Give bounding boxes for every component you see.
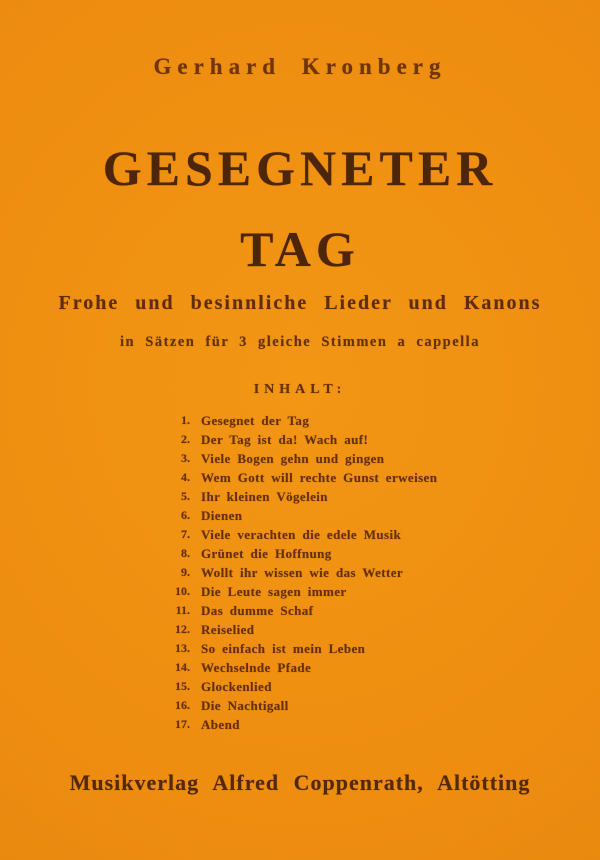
toc-item-number: 11.: [175, 603, 190, 617]
title-line-1: GESEGNETER: [102, 140, 498, 196]
toc-item-number: 16.: [175, 698, 190, 712]
toc-item-number: 12.: [175, 622, 190, 636]
toc-item-number: 5.: [181, 489, 190, 503]
toc-item: [168, 620, 437, 639]
toc-item-title: Abend: [201, 717, 240, 732]
toc-item: [168, 582, 437, 601]
toc-item-title: Die Leute sagen immer: [201, 584, 347, 599]
toc-item-title: Wollt ihr wissen wie das Wetter: [201, 565, 404, 580]
toc-item-title: Glockenlied: [201, 679, 272, 694]
toc-item-title: Viele verachten die edele Musik: [201, 527, 402, 542]
toc-item-title: Ihr kleinen Vögelein: [201, 489, 328, 504]
contents-list: [168, 411, 437, 734]
toc-item: [168, 468, 437, 487]
toc-item-title: Wem Gott will rechte Gunst erweisen: [201, 470, 438, 485]
toc-item-title: Dienen: [201, 508, 243, 523]
toc-item-number: 13.: [175, 641, 190, 655]
subtitle: Frohe und besinnliche Lieder und Kanons: [58, 292, 542, 314]
toc-item-number: 10.: [175, 584, 190, 598]
toc-item-number: 7.: [181, 527, 190, 541]
contents-heading: INHALT:: [253, 382, 347, 397]
scoring-note: in Sätzen für 3 gleiche Stimmen a cappella: [120, 334, 480, 350]
toc-item: [168, 677, 437, 696]
toc-item: [168, 525, 437, 544]
toc-item-title: Gesegnet der Tag: [201, 413, 310, 428]
toc-item-number: 15.: [175, 679, 190, 693]
toc-item: [168, 658, 437, 677]
toc-item-title: So einfach ist mein Leben: [201, 641, 366, 656]
publisher-imprint: Musikverlag Alfred Coppenrath, Altötting: [69, 770, 531, 795]
toc-item: [168, 544, 437, 563]
toc-item: [168, 411, 437, 430]
toc-item-title: Das dumme Schaf: [201, 603, 314, 618]
toc-item: [168, 639, 437, 658]
toc-item: [168, 715, 437, 734]
toc-item-number: 8.: [181, 546, 190, 560]
toc-item: [168, 430, 437, 449]
toc-item-number: 9.: [181, 565, 190, 579]
toc-item: [168, 563, 437, 582]
toc-item: [168, 449, 437, 468]
toc-item-title: Die Nachtigall: [201, 698, 289, 713]
title-line-2: TAG: [240, 221, 360, 277]
toc-item-number: 3.: [181, 451, 190, 465]
toc-item-number: 2.: [181, 432, 190, 446]
author-name: Gerhard Kronberg: [153, 54, 447, 79]
toc-item-number: 6.: [181, 508, 190, 522]
toc-item-number: 14.: [175, 660, 190, 674]
toc-item: [168, 487, 437, 506]
toc-item: [168, 506, 437, 525]
toc-item-title: Grünet die Hoffnung: [201, 546, 332, 561]
toc-item-number: 4.: [181, 470, 190, 484]
toc-item-number: 1.: [181, 413, 190, 427]
toc-item-title: Wechselnde Pfade: [201, 660, 312, 675]
toc-item-title: Viele Bogen gehn und gingen: [201, 451, 385, 466]
toc-item-title: Reiselied: [201, 622, 255, 637]
toc-item-number: 17.: [175, 717, 190, 731]
toc-item-title: Der Tag ist da! Wach auf!: [201, 432, 369, 447]
toc-item: [168, 601, 437, 620]
toc-item: [168, 696, 437, 715]
